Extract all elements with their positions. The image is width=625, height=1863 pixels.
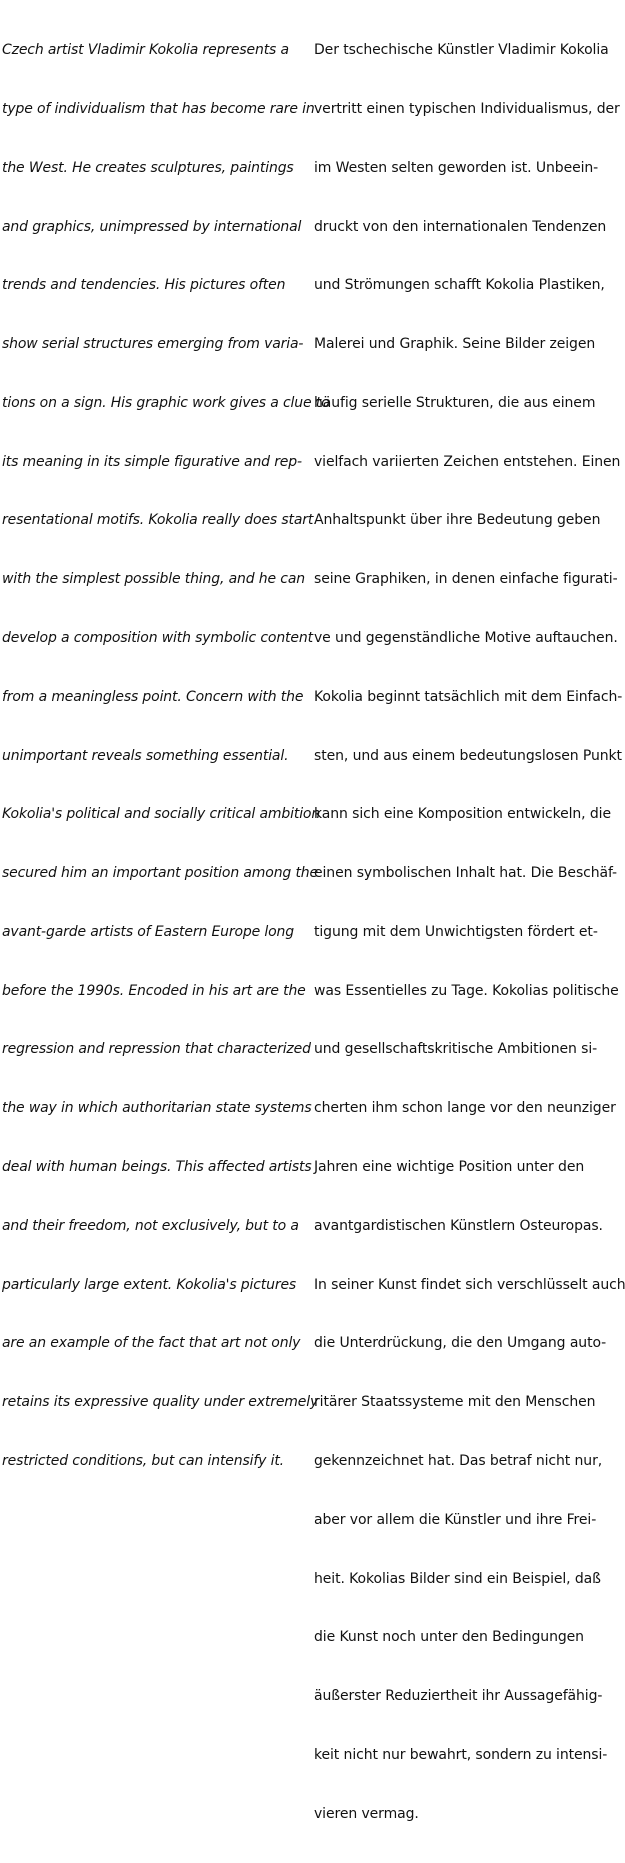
english-line: develop a composition with symbolic content	[2, 630, 313, 646]
english-line: avant-garde artists of Eastern Europe long	[2, 923, 295, 940]
german-line: die Unterdrückung, die den Umgang auto-	[314, 1335, 607, 1352]
german-line: die Kunst noch unter den Bedingungen	[314, 1629, 584, 1646]
german-line: häufig serielle Strukturen, die aus einem	[314, 394, 596, 411]
english-line: type of individualism that has become rare in	[2, 100, 315, 117]
english-line: particularly large extent. Kokolia's pictures	[2, 1276, 297, 1293]
german-line: ritärer Staatssysteme mit den Menschen	[314, 1394, 596, 1411]
german-line: Malerei und Graphik. Seine Bilder zeigen	[314, 336, 596, 353]
german-line: heit. Kokolias Bilder sind ein Beispiel, daß	[314, 1570, 601, 1587]
german-line: Anhaltspunkt über ihre Bedeutung geben	[314, 512, 601, 529]
german-line: gekennzeichnet hat. Das betraf nicht nur,	[314, 1452, 603, 1469]
english-line: and their freedom, not exclusively, but to a	[2, 1217, 299, 1234]
german-line: äußerster Reduziertheit ihr Aussagefähig-	[314, 1688, 603, 1705]
german-line: Jahren eine wichtige Position unter den	[314, 1159, 585, 1176]
german-line: cherten ihm schon lange vor den neunziger	[314, 1100, 616, 1117]
german-line: einen symbolischen Inhalt hat. Die Beschäf-	[314, 865, 617, 882]
english-line: deal with human beings. This affected artists	[2, 1159, 312, 1176]
english-line: the West. He creates sculptures, paintings	[2, 159, 294, 176]
english-line: with the simplest possible thing, and he can	[2, 571, 305, 588]
english-line: resentational motifs. Kokolia really does start	[2, 512, 314, 529]
english-line: show serial structures emerging from varia-	[2, 336, 304, 353]
english-line: are an example of the fact that art not only	[2, 1335, 301, 1352]
english-line: its meaning in its simple figurative and rep-	[2, 453, 302, 470]
german-line: avantgardistischen Künstlern Osteuropas.	[314, 1217, 603, 1234]
english-line: Czech artist Vladimir Kokolia represents a	[2, 42, 289, 59]
german-line: sten, und aus einem bedeutungslosen Punkt	[314, 747, 622, 764]
english-line: the way in which authoritarian state systems	[2, 1100, 312, 1117]
german-line: keit nicht nur bewahrt, sondern zu intensi-	[314, 1746, 608, 1763]
english-line: regression and repression that characterized	[2, 1041, 311, 1058]
english-line: secured him an important position among the	[2, 865, 318, 882]
german-line: In seiner Kunst findet sich verschlüsselt auch	[314, 1276, 625, 1293]
german-line: kann sich eine Komposition entwickeln, die	[314, 806, 611, 823]
german-line: tigung mit dem Unwichtigsten fördert et-	[314, 923, 598, 940]
german-line: was Essentielles zu Tage. Kokolias politische	[314, 982, 619, 999]
german-line: im Westen selten geworden ist. Unbeein-	[314, 159, 599, 176]
german-line: vieren vermag.	[314, 1805, 419, 1822]
german-line: seine Graphiken, in denen einfache figurati-	[314, 571, 618, 588]
german-line: druckt von den internationalen Tendenzen	[314, 218, 607, 235]
german-line: Kokolia beginnt tatsächlich mit dem Einfach-	[314, 688, 623, 705]
german-line: aber vor allem die Künstler und ihre Frei-	[314, 1511, 597, 1528]
english-line: tions on a sign. His graphic work gives a clue to	[2, 394, 330, 411]
english-line: restricted conditions, but can intensify it.	[2, 1452, 284, 1469]
german-line: vielfach variierten Zeichen entstehen. Einen	[314, 453, 621, 470]
english-line: unimportant reveals something essential.	[2, 747, 289, 764]
german-line: Der tschechische Künstler Vladimir Kokolia	[314, 42, 609, 59]
german-line: und gesellschaftskritische Ambitionen si-	[314, 1041, 598, 1058]
german-line: ve und gegenständliche Motive auftauchen.	[314, 630, 618, 646]
german-line: vertritt einen typischen Individualismus, der	[314, 100, 620, 117]
english-line: trends and tendencies. His pictures often	[2, 277, 286, 294]
english-text-column	[2, 2, 330, 1511]
english-line: retains its expressive quality under extremely	[2, 1394, 319, 1411]
german-text-column	[314, 2, 625, 1863]
english-line: Kokolia's political and socially critical ambition	[2, 806, 321, 823]
english-line: and graphics, unimpressed by international	[2, 218, 302, 235]
german-line: und Strömungen schafft Kokolia Plastiken,	[314, 277, 605, 294]
english-line: before the 1990s. Encoded in his art are the	[2, 982, 306, 999]
english-line: from a meaningless point. Concern with the	[2, 688, 304, 705]
